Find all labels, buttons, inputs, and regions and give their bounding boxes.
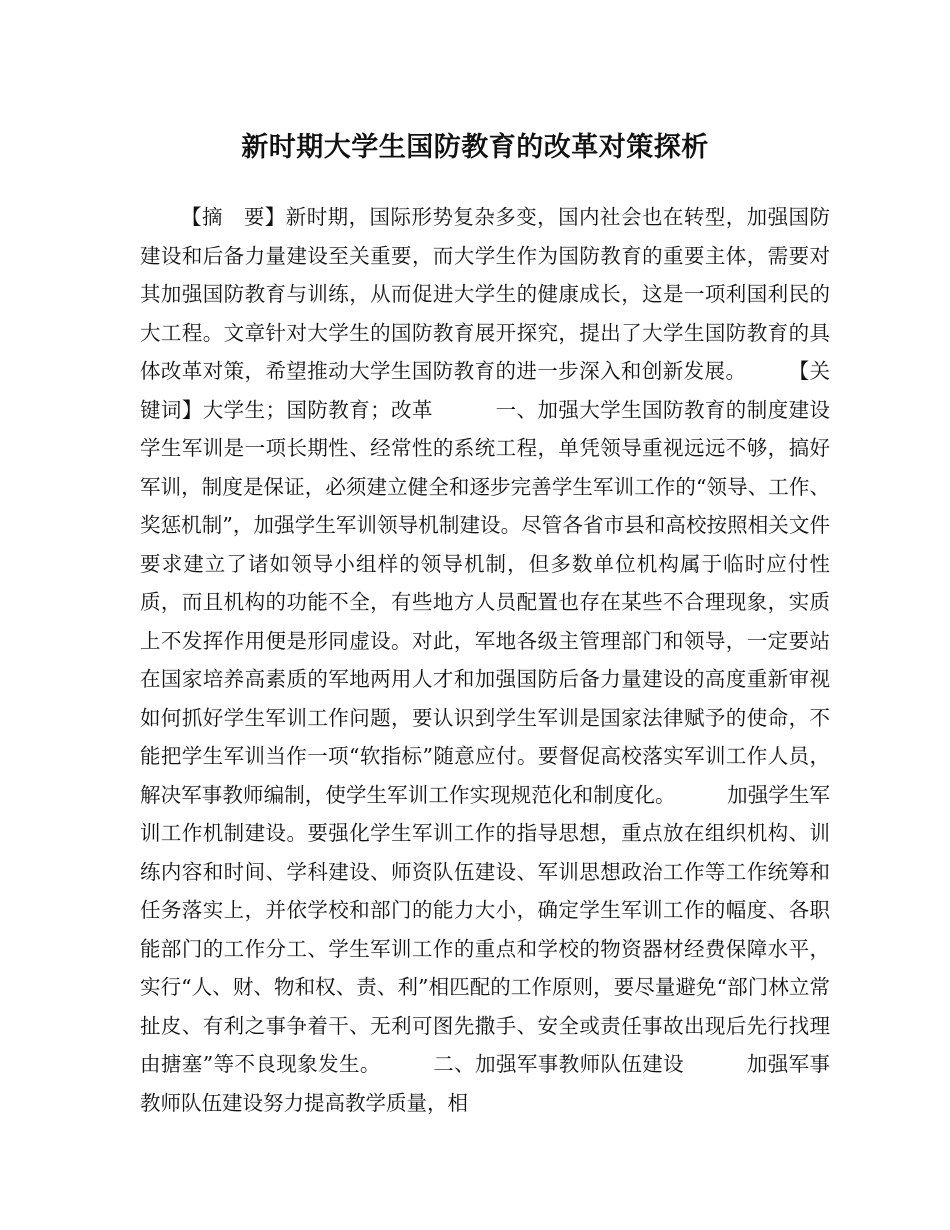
document-body: 【摘 要】新时期，国际形势复杂多变，国内社会也在转型，加强国防建设和后备力量建设至关重要，而大学生作为国防教育的重要主体，需要对其加强国防教育与训练，从而促进大学生的健康成长，这是一项利国利民的大工程。文章针对大学生的国防教育展开探究，提出了大学生国防教育的具体改革对策，希望推动大学生国防教育的进一步深入和创新发展。 【关键词】大学生；国防教育；改革 一、加强大学生国防教育的制度建设 学生军训是一项长期性、经常性的系统工程，单凭领导重视远远不够，搞好军训，制度是保证，必须建立健全和逐步完善学生军训工作的“领导、工作、奖惩机制”，加强学生军训领导机制建设。尽管各省市县和高校按照相关文件要求建立了诸如领导小组样的领导机制，但多数单位机构属于临时应付性质，而且机构的功能不全，有些地方人员配置也存在某些不合理现象，实质上不发挥作用便是形同虚设。对此，军地各级主管理部门和领导，一定要站在国家培养高素质的军地两用人才和加强国防后备力量建设的高度重新审视如何抓好学生军训工作问题，要认识到学生军训是国家法律赋予的使命，不能把学生军训当作一项“软指标”随意应付。要督促高校落实军训工作人员，解决军事教师编制，使学生军训工作实现规范化和制度化。 加强学生军训工作机制建设。要强化学生军训工作的指导思想，重点放在组织机构、训练内容和时间、学科建设、师资队伍建设、军训思想政治工作等工作统筹和任务落实上，并依学校和部门的能力大小，确定学生军训工作的幅度、各职能部门的工作分工、学生军训工作的重点和学校的物资器材经费保障水平，实行“人、财、物和权、责、利”相匹配的工作原则，要尽量避免“部门林立常扯皮、有利之事争着干、无利可图先撒手、安全或责任事故出现后先行找理由搪塞”等不良现象发生。 二、加强军事教师队伍建设 加强军事教师队伍建设努力提高教学质量，相 xyxy=(140,205,892,1115)
document-title: 新时期大学生国防教育的改革对策探析 xyxy=(241,132,709,163)
